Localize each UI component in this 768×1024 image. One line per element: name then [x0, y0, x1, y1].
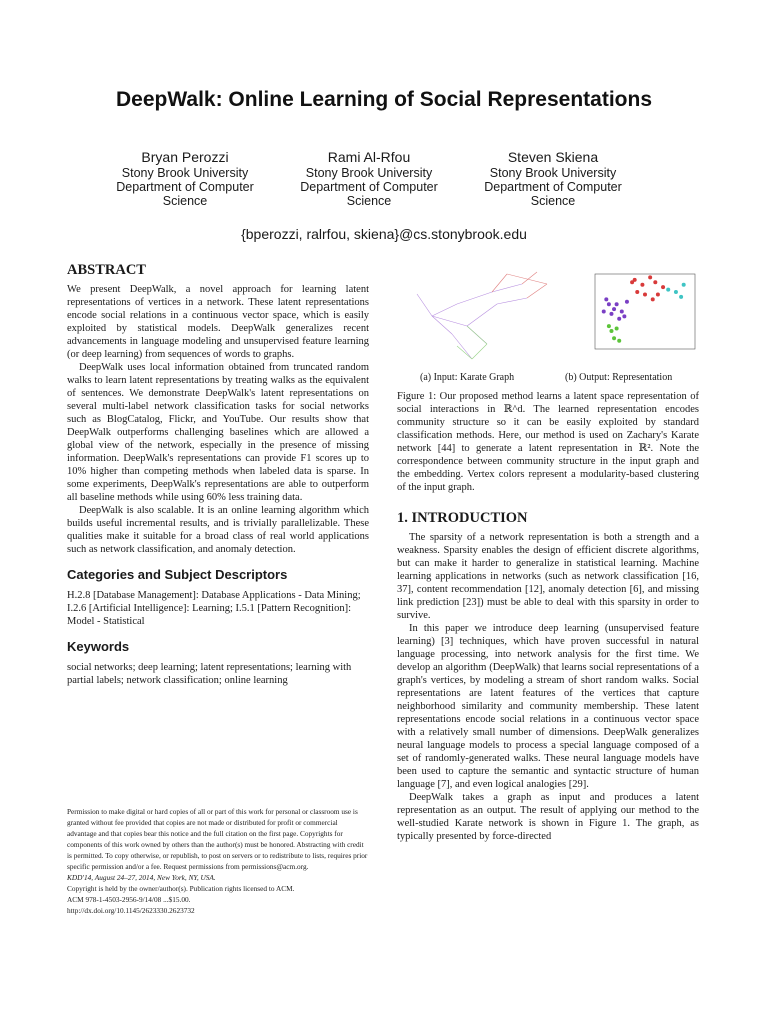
author-name: Bryan Perozzi [141, 149, 229, 165]
scatter-point [622, 314, 626, 318]
introduction-heading: 1. INTRODUCTION [397, 510, 528, 526]
abstract-heading: ABSTRACT [67, 262, 146, 278]
scatter-point [653, 280, 657, 284]
scatter-point [643, 292, 647, 296]
author-name: Steven Skiena [507, 149, 599, 165]
author-affiliation: Stony Brook University [305, 166, 433, 180]
intro-paragraph-2: In this paper we introduce deep learning (unsupervised feature learning) [3] techniques, which have proven successful in natural language processing, into network analysis for the first time. We develop an algorithm (DeepWalk) that learns social representations of a graph's vertices, by modeling a stream of short random walks. Social representations are latent features of the vertices that capture neighborhood similarity and community membership. These latent representations encode social relations in a continuous vector space with a relatively small number of dimensions. DeepWalk generalizes neural language models to process a special language composed of a set of randomly-generated walks. These neural language models have been used to capture the semantic and syntactic structure of human language [7], and even logical analogies [29]. [397, 623, 699, 790]
scatter-point [607, 324, 611, 328]
paper-title: DeepWalk: Online Learning of Social Representations [116, 88, 652, 111]
author-emails: {bperozzi, ralrfou, skiena}@cs.stonybrook.edu [241, 226, 527, 242]
author-department: Department of Computer [484, 180, 622, 194]
figure-caption-a: (a) Input: Karate Graph [420, 372, 515, 383]
footnote-block [67, 806, 369, 916]
scatter-point [640, 283, 644, 287]
author-2 [274, 150, 464, 208]
author-department: Department of Computer [300, 180, 438, 194]
scatter-point [633, 278, 637, 282]
author-1 [90, 150, 280, 208]
scatter-point [615, 327, 619, 331]
figure-1 [397, 264, 707, 389]
right-column [397, 390, 699, 843]
scatter-point [666, 288, 670, 292]
abstract-paragraph-1: We present DeepWalk, a novel approach for learning latent representations of vertices in a network. These latent representations encode social relations in a continuous vector space, which is easily exploited by statistical models. DeepWalk generalizes recent advancements in language modeling and unsupervised feature learning (or deep learning) from sequences of words to graphs. [67, 284, 369, 360]
keywords-heading: Keywords [67, 639, 130, 654]
scatter-point [661, 285, 665, 289]
representation-scatter [587, 272, 697, 357]
permission-notice: Permission to make digital or hard copies of all or part of this work for personal or classroom use is granted without fee provided that copies are not made or distributed for profit or commercial advantage and that copies bear this notice and the full citation on the first page. Copyrights for components of this work owned by others than the author(s) must be honored. Abstracting with credit is permitted. To copy otherwise, or republish, to post on servers or to redistribute to lists, requires prior specific permission and/or a fee. Request permissions from permissions@acm.org. [67, 807, 368, 871]
abstract-paragraph-2: DeepWalk uses local information obtained from truncated random walks to learn latent representations by treating walks as the equivalent of sentences. We demonstrate DeepWalk's latent representations on several multi-label network classification tasks for social networks such as BlogCatalog, Flickr, and YouTube. Our results show that DeepWalk outperforms challenging baselines which are allowed a global view of the network, especially in the presence of missing information. DeepWalk's representations can provide F1 scores up to 10% higher than competing methods when labeled data is sparse. In some experiments, DeepWalk's representations are able to outperform all baseline methods while using 60% less training data. [67, 362, 369, 503]
doi-line: http://dx.doi.org/10.1145/2623330.2623732 [67, 906, 195, 915]
author-affiliation: Stony Brook University [489, 166, 617, 180]
plot-frame [595, 274, 695, 349]
scatter-point [635, 290, 639, 294]
scatter-point [651, 297, 655, 301]
scatter-point [625, 300, 629, 304]
acm-line: ACM 978-1-4503-2956-9/14/08 ...$15.00. [67, 895, 191, 904]
author-affiliation: Stony Brook University [121, 166, 249, 180]
scatter-point [648, 275, 652, 279]
categories-heading: Categories and Subject Descriptors [67, 567, 288, 582]
scatter-point [604, 297, 608, 301]
scatter-point [612, 307, 616, 311]
categories-text: H.2.8 [Database Management]: Database Applications - Data Mining; I.2.6 [Artificial Intelligence]: Learning; I.5.1 [Pattern Recognition]: Model - Statistical [67, 590, 361, 627]
scatter-point [617, 317, 621, 321]
scatter-point [609, 312, 613, 316]
scatter-point [620, 310, 624, 314]
conference-line: KDD'14, August 24–27, 2014, New York, NY, USA. [67, 873, 216, 882]
abstract-paragraph-3: DeepWalk is also scalable. It is an online learning algorithm which builds useful incremental results, and is trivially parallelizable. These qualities make it suitable for a broad class of real world applications such as network classification, and anomaly detection. [67, 505, 369, 555]
scatter-point [682, 283, 686, 287]
scatter-point [609, 329, 613, 333]
figure-caption-b: (b) Output: Representation [565, 372, 673, 383]
scatter-point [607, 302, 611, 306]
keywords-text: social networks; deep learning; latent representations; learning with partial labels; network classification; online learning [67, 662, 352, 686]
intro-paragraph-1: The sparsity of a network representation is both a strength and a weakness. Sparsity enables the design of efficient discrete algorithms, but can make it harder to generalize in statistical learning. Machine learning applications in networks (such as network classification [16, 37], content recommendation [12], anomaly detection [6], and missing link prediction [23]) must be able to deal with this sparsity in order to survive. [397, 532, 699, 621]
intro-paragraph-3: DeepWalk takes a graph as input and produces a latent representation as an output. The result of applying our method to the well-studied Karate network is shown in Figure 1. The graph, as typically presented by force-directed [397, 792, 699, 842]
scatter-point [679, 295, 683, 299]
scatter-point [602, 310, 606, 314]
graph-edges [417, 284, 527, 359]
scatter-point [612, 336, 616, 340]
author-name: Rami Al-Rfou [327, 149, 411, 165]
left-column [67, 264, 369, 687]
author-department-cont: Science [162, 194, 208, 208]
figure-caption: Figure 1: Our proposed method learns a latent space representation of social interactions in ℝ^d. The learned representation encodes community structure so it can be easily exploited by standard classification methods. Here, our method is used on Zachary's Karate network [44] to generate a latent representation in ℝ². Note the correspondence between community structure in the input graph and the embedding. Vertex colors represent a modularity-based clustering of the input graph. [397, 391, 699, 493]
author-department-cont: Science [530, 194, 576, 208]
author-department: Department of Computer [116, 180, 254, 194]
copyright-line: Copyright is held by the owner/author(s). Publication rights licensed to ACM. [67, 884, 295, 893]
scatter-point [656, 292, 660, 296]
author-3 [458, 150, 648, 208]
author-department-cont: Science [346, 194, 392, 208]
scatter-point [615, 302, 619, 306]
scatter-point [674, 290, 678, 294]
scatter-point [617, 339, 621, 343]
